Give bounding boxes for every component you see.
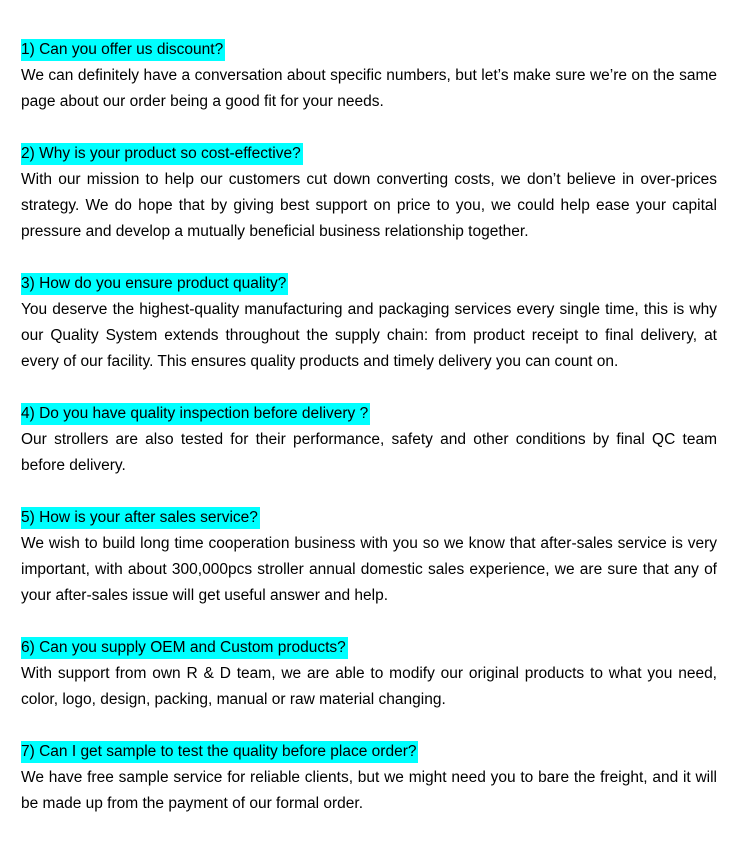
faq-answer: We can definitely have a conversation about specific numbers, but let’s make sure we’re on the same page about our order being a good fit for your needs. <box>21 67 717 110</box>
faq-question: 4) Do you have quality inspection before delivery ? <box>21 403 370 425</box>
faq-answer: You deserve the highest-quality manufacturing and packaging services every single time, this is why our Quality System extends throughout the supply chain: from product receipt to final delivery, at every of our facility. This ensures quality products and timely delivery you can count on. <box>21 301 717 370</box>
faq-answer: We wish to build long time cooperation business with you so we know that after-sales service is very important, with about 300,000pcs stroller annual domestic sales experience, we are sure that any of your after-sales issue will get useful answer and help. <box>21 535 717 604</box>
faq-question-line <box>21 401 717 427</box>
faq-answer: With support from own R & D team, we are able to modify our original products to what you need, color, logo, design, packing, manual or raw material changing. <box>21 665 717 708</box>
faq-item-2 <box>21 141 717 245</box>
faq-question-line <box>21 37 717 63</box>
faq-question-line <box>21 141 717 167</box>
faq-item-1 <box>21 37 717 115</box>
faq-question: 6) Can you supply OEM and Custom products? <box>21 637 348 659</box>
faq-question-line <box>21 739 717 765</box>
faq-answer: Our strollers are also tested for their performance, safety and other conditions by final QC team before delivery. <box>21 431 717 474</box>
faq-item-3 <box>21 271 717 375</box>
faq-item-6 <box>21 635 717 713</box>
faq-item-5 <box>21 505 717 609</box>
faq-question-line <box>21 271 717 297</box>
faq-answer: We have free sample service for reliable clients, but we might need you to bare the freight, and it will be made up from the payment of our formal order. <box>21 769 717 812</box>
faq-question: 1) Can you offer us discount? <box>21 39 225 61</box>
faq-question: 7) Can I get sample to test the quality before place order? <box>21 741 418 763</box>
faq-item-7 <box>21 739 717 817</box>
faq-question-line <box>21 635 717 661</box>
faq-question: 5) How is your after sales service? <box>21 507 260 529</box>
faq-question: 3) How do you ensure product quality? <box>21 273 288 295</box>
faq-item-4 <box>21 401 717 479</box>
faq-question-line <box>21 505 717 531</box>
faq-question: 2) Why is your product so cost-effective? <box>21 143 303 165</box>
faq-answer: With our mission to help our customers cut down converting costs, we don’t believe in over-prices strategy. We do hope that by giving best support on price to you, we could help ease your capital pressure and develop a mutually beneficial business relationship together. <box>21 171 717 240</box>
